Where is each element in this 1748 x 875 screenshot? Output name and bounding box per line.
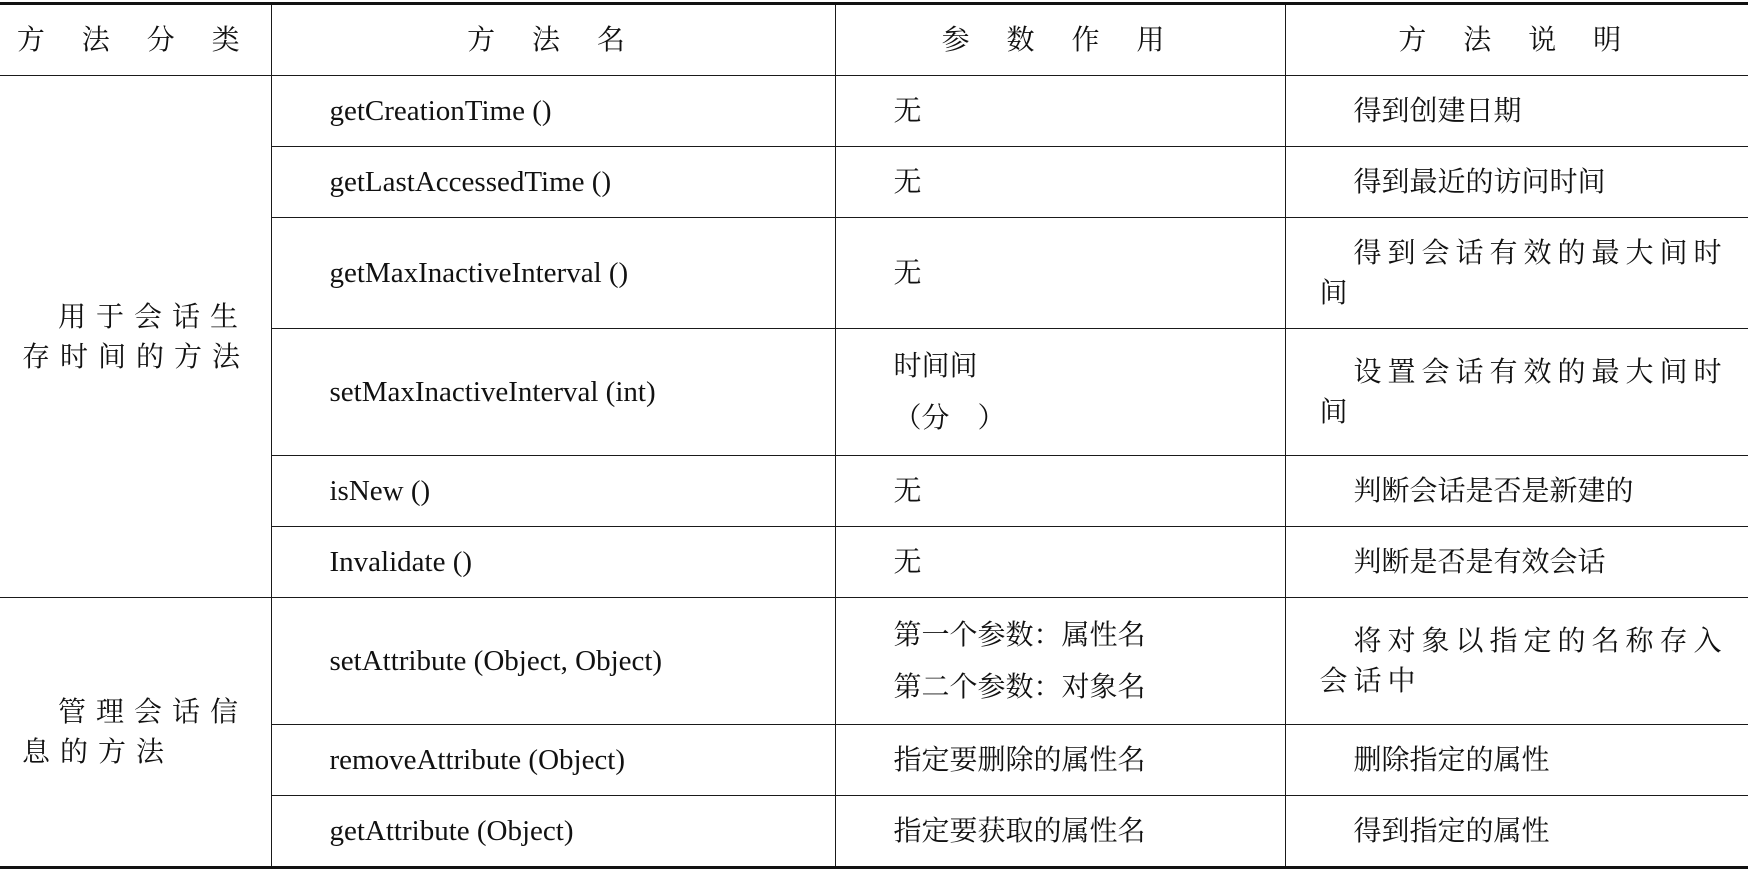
param-cell: 无 [835, 527, 1285, 598]
description-cell: 得到创建日期 [1285, 76, 1748, 147]
method-name-cell: getAttribute (Object) [271, 796, 835, 868]
param-line: 时间间 [893, 349, 978, 382]
param-cell: 指定要删除的属性名 [835, 725, 1285, 796]
header-description: 方 法 说 明 [1285, 4, 1748, 76]
param-cell: 无 [835, 76, 1285, 147]
description-cell: 得到最近的访问时间 [1285, 147, 1748, 218]
category-cell [0, 598, 271, 868]
param-line: 第二个参数：对象名 [893, 670, 1146, 703]
header-param-role: 参 数 作 用 [835, 4, 1285, 76]
table-row [0, 598, 1748, 725]
param-cell: 指定要获取的属性名 [835, 796, 1285, 868]
method-name-cell: getMaxInactiveInterval () [271, 218, 835, 329]
method-name-cell: setMaxInactiveInterval (int) [271, 329, 835, 456]
description-cell: 设置会话有效的最大间时间 [1285, 329, 1748, 456]
methods-table [0, 2, 1748, 869]
description-cell: 判断是否是有效会话 [1285, 527, 1748, 598]
param-cell: 无 [835, 456, 1285, 527]
param-cell [835, 598, 1285, 725]
method-name-cell: Invalidate () [271, 527, 835, 598]
description-cell: 判断会话是否是新建的 [1285, 456, 1748, 527]
param-line: 第一个参数：属性名 [893, 618, 1146, 651]
param-line: （分 ） [893, 401, 1006, 434]
header-category: 方 法 分 类 [0, 4, 271, 76]
description-cell: 得到指定的属性 [1285, 796, 1748, 868]
method-name-cell: getLastAccessedTime () [271, 147, 835, 218]
param-cell: 无 [835, 147, 1285, 218]
category-line: 息的方法 [22, 735, 175, 768]
header-method-name: 方 法 名 [271, 4, 835, 76]
description-cell: 将对象以指定的名称存入会话中 [1285, 598, 1748, 725]
table-row [0, 76, 1748, 147]
description-cell: 得到会话有效的最大间时间 [1285, 218, 1748, 329]
description-cell: 删除指定的属性 [1285, 725, 1748, 796]
method-name-cell: removeAttribute (Object) [271, 725, 835, 796]
param-cell [835, 329, 1285, 456]
category-cell [0, 76, 271, 598]
method-name-cell: isNew () [271, 456, 835, 527]
param-cell: 无 [835, 218, 1285, 329]
category-line: 存时间的方法 [22, 339, 251, 373]
method-name-cell: getCreationTime () [271, 76, 835, 147]
method-name-cell: setAttribute (Object, Object) [271, 598, 835, 725]
category-line: 用于会话生 [58, 299, 249, 333]
category-line: 管理会话信 [58, 695, 249, 728]
header-row [0, 4, 1748, 76]
